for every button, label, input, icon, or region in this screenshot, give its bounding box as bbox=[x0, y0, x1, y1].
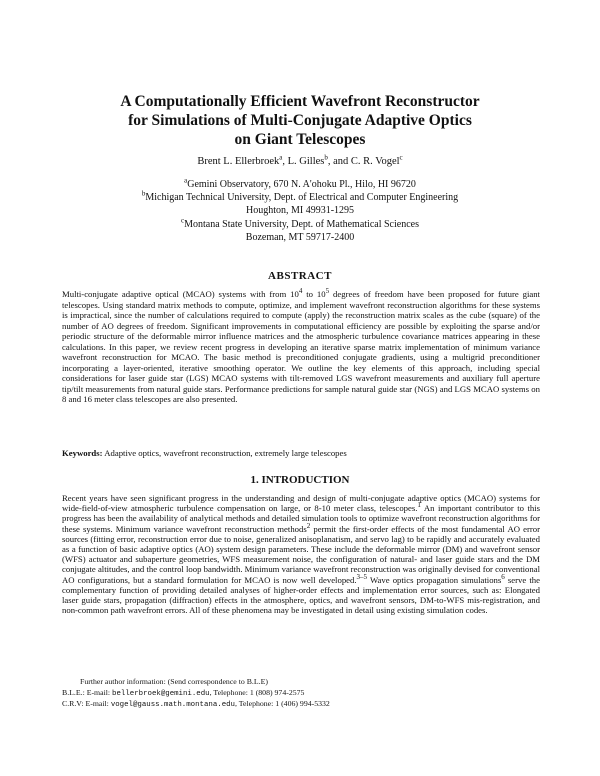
section-heading-introduction: 1. INTRODUCTION bbox=[250, 474, 350, 486]
abstract-span: to 10 bbox=[302, 289, 326, 299]
intro-span: serve the complementary function of providing detailed analyses of higher-order effects and implementation error sources, such as: Elongated laser guide stars, propagation (diffraction) effects in the atmosphere, optics, and wavefront sensors, DM-to-WFS mis-registration, and non-common path wavefront errors. All of these phenomena may be investigated in detail using existing simulation codes. bbox=[62, 574, 540, 616]
intro-span: permit the first-order effects of the most fundamental AO error sources (fitting error, reconstruction error due to noise, generalized anisoplanatism, and servo lag) to be rapidly and accurately evaluated as a function of basic adaptive optics (AO) system design parameters. These include the deformable mirror (DM) and wavefront sensor (WFS) actuator and subaperture geometries, WFS measurement noise, the configuration of natural- and laser guide stars and the DM conjugate altitudes, and the control loop bandwidth. Minimum variance wavefront reconstruction was originally devised for conventional AO configurations, but a standard formulation for MCAO is now well developed. bbox=[62, 523, 540, 585]
introduction-text bbox=[62, 493, 540, 615]
citation-ref: 1 bbox=[417, 501, 421, 510]
email-link[interactable]: bellerbroek@gemini.edu bbox=[112, 689, 210, 698]
author-list bbox=[40, 155, 560, 169]
footnote-line bbox=[62, 699, 540, 711]
affiliation-text: Michigan Technical University, Dept. of Electrical and Computer Engineering bbox=[145, 192, 459, 204]
email-link[interactable]: vogel@gauss.math.montana.edu bbox=[110, 701, 235, 709]
title-line: on Giant Telescopes bbox=[234, 131, 366, 148]
affiliation-mark: a bbox=[279, 153, 283, 162]
footnote-line bbox=[62, 688, 540, 700]
footnote-phone: , Telephone: 1 (406) 994-5332 bbox=[235, 699, 330, 708]
affiliation-mark: a bbox=[184, 176, 188, 185]
exponent: 4 bbox=[298, 287, 303, 296]
author-name: Brent L. Ellerbroek bbox=[197, 156, 280, 167]
affiliation-text: Montana State University, Dept. of Mathematical Sciences bbox=[184, 218, 419, 230]
footnote bbox=[62, 677, 540, 711]
paper-title bbox=[40, 92, 560, 149]
citation-ref: 2 bbox=[306, 521, 311, 530]
intro-span: Wave optics propagation simulations bbox=[367, 574, 502, 585]
abstract-heading: ABSTRACT bbox=[268, 270, 332, 282]
keywords bbox=[62, 448, 540, 459]
footnote-phone: , Telephone: 1 (808) 974-2575 bbox=[209, 687, 305, 697]
affiliation-line bbox=[40, 218, 560, 231]
citation-ref: 6 bbox=[501, 572, 505, 581]
affiliations bbox=[40, 178, 560, 244]
citation-ref: 3–5 bbox=[356, 572, 368, 581]
affiliation-mark: b bbox=[141, 189, 146, 198]
affiliation-mark: c bbox=[399, 153, 403, 162]
abstract-span: Multi-conjugate adaptive optical (MCAO) systems with from 10 bbox=[62, 289, 299, 299]
title-line: A Computationally Efficient Wavefront Reconstructor bbox=[120, 93, 480, 110]
affiliation-mark: c bbox=[181, 216, 185, 225]
intro-span: An important contributor to this progress has been the availability of analytical methods and detailed simulation tools to optimize wavefront reconstruction algorithms for these systems. Minimum variance wavefront reconstruction methods bbox=[62, 503, 540, 534]
affiliation-line bbox=[40, 191, 560, 204]
intro-span: Recent years have seen significant progress in the understanding and design of multi-conjugate adaptive optics (MCAO) systems for wide-field-of-view atmospheric turbulence compensation on large, or 8-10 meter class, telescopes. bbox=[62, 493, 540, 514]
abstract-span: degrees of freedom have been proposed for future giant telescopes. Using standard matrix methods to compute, optimize, and implement wavefront reconstruction algorithms for these systems is impractical, since the number of calculations required to compute (apply) the reconstruction matrix scales as the cube (square) of the number of AO degrees of freedom. Significant improvements in computational efficiency are possible by exploiting the sparse and/or periodic structure of the deformable mirror influence matrices and the atmospheric turbulence covariance matrices appearing in these calculations. In this paper, we review recent progress in developing an iterative sparse matrix implementation of minimum variance wavefront reconstruction for MCAO. The basic method is preconditioned conjugate gradients, using a multigrid preconditioner incorporating a layer-oriented, iterative smoothing operator. We outline the key elements of this approach, including special considerations for laser guide star (LGS) MCAO systems with tilt-removed LGS wavefront measurements and auxiliary full aperture tip/tilt measurements from natural guide stars. Performance predictions for sample natural guide star (NGS) and LGS MCAO systems on 8 and 16 meter class telescopes are also presented. bbox=[62, 289, 540, 404]
author-name: , L. Gilles bbox=[282, 156, 325, 167]
footnote-line: Further author information: (Send correspondence to B.L.E) bbox=[80, 677, 268, 686]
footnote-prefix: B.L.E.: E-mail: bbox=[62, 687, 113, 697]
affiliation-line bbox=[40, 178, 560, 191]
affiliation-line: Houghton, MI 49931-1295 bbox=[245, 205, 355, 217]
exponent: 5 bbox=[325, 287, 330, 296]
keywords-label: Keywords: bbox=[62, 448, 103, 458]
title-line: for Simulations of Multi-Conjugate Adaptive Optics bbox=[128, 112, 472, 129]
keywords-text: Adaptive optics, wavefront reconstruction, extremely large telescopes bbox=[102, 448, 347, 458]
author-name: , and C. R. Vogel bbox=[327, 156, 400, 167]
footnote-prefix: C.R.V: E-mail: bbox=[62, 699, 111, 708]
affiliation-line: Bozeman, MT 59717-2400 bbox=[245, 231, 355, 243]
affiliation-text: Gemini Observatory, 670 N. A'ohoku Pl., Hilo, HI 96720 bbox=[187, 179, 416, 190]
abstract-text bbox=[62, 289, 540, 405]
affiliation-mark: b bbox=[324, 153, 328, 162]
